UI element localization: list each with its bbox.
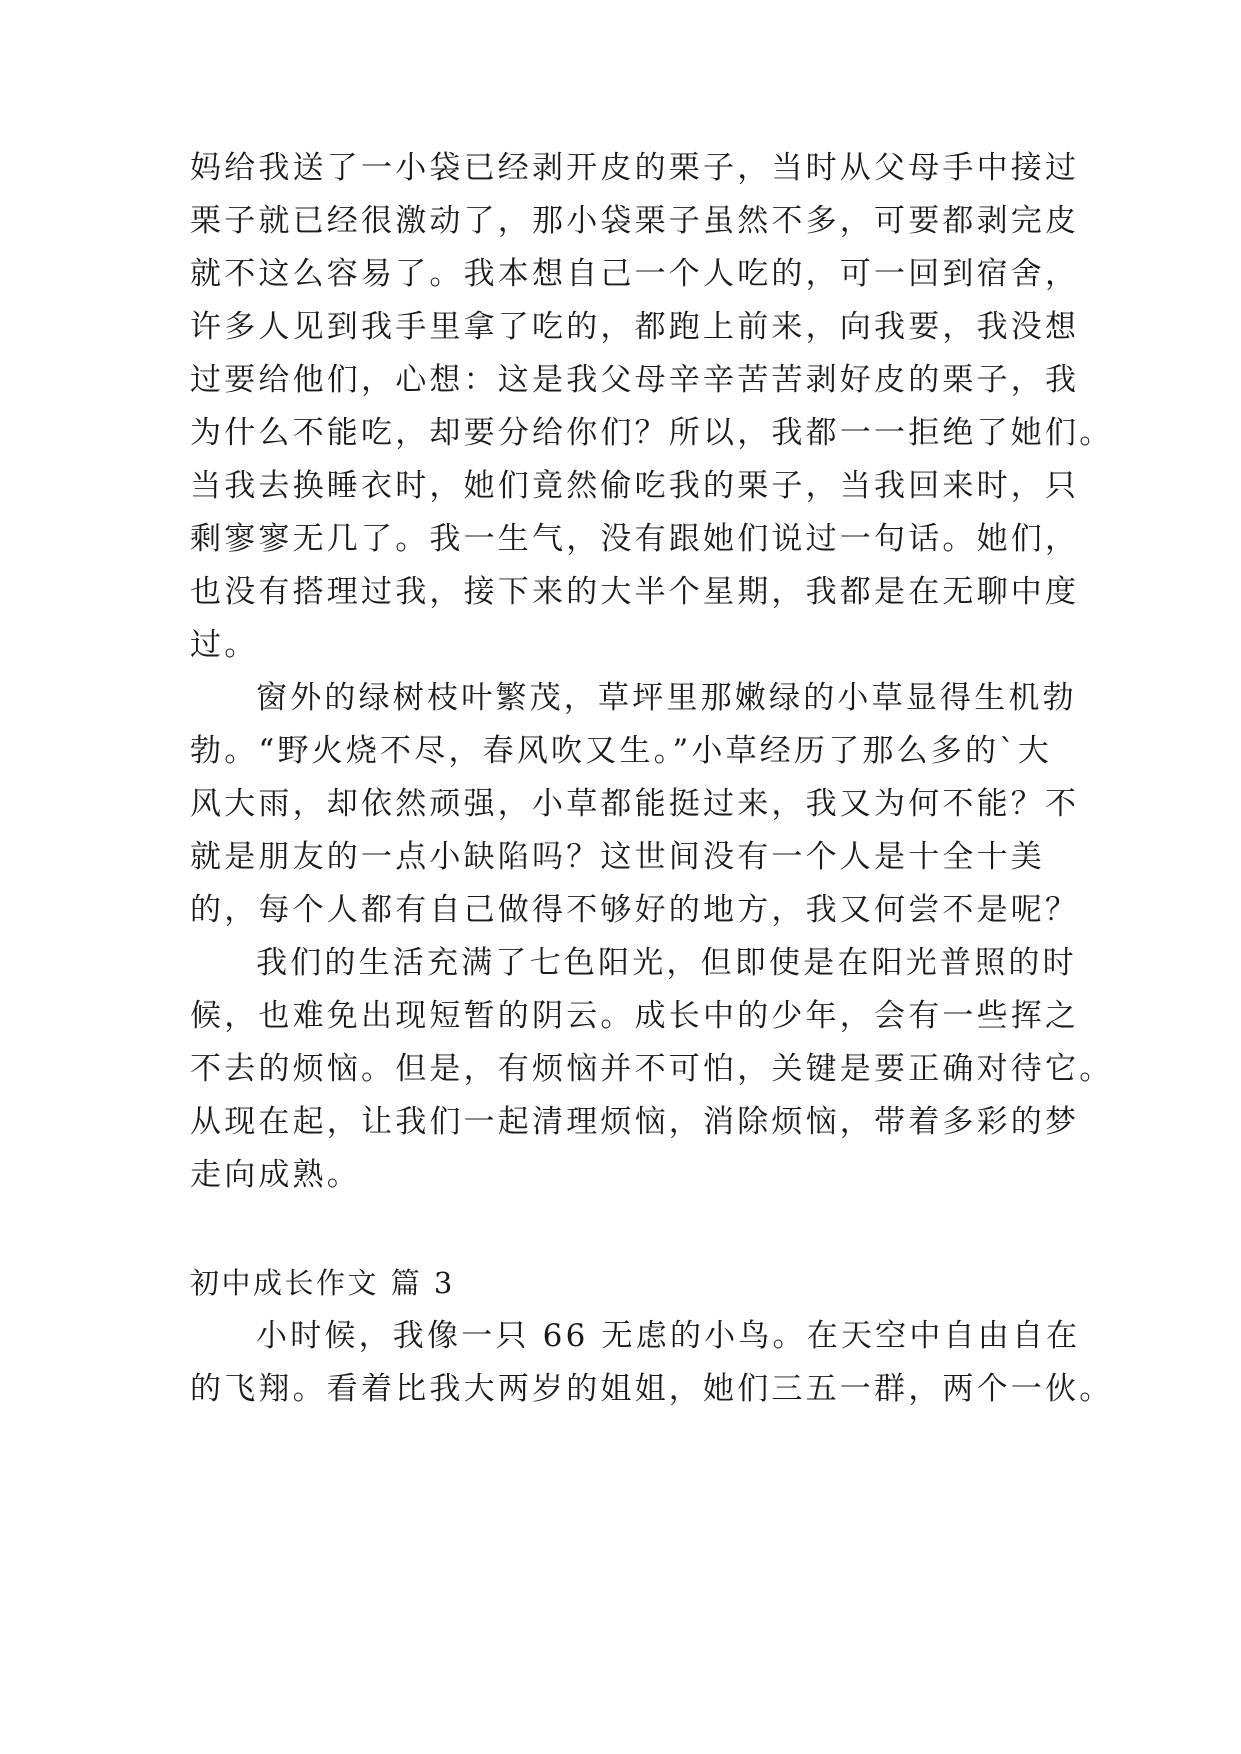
text-line: 走向成熟。 <box>190 1157 361 1193</box>
text-line: 就不这么容易了。我本想自己一个人吃的，可一回到宿舍， <box>190 256 1080 292</box>
text-line: 许多人见到我手里拿了吃的，都跑上前来，向我要，我没想 <box>190 309 1080 345</box>
section-heading: 初中成长作文 篇 3 <box>190 1266 455 1300</box>
text-line: 过要给他们，心想：这是我父母辛辛苦苦剥好皮的栗子，我 <box>190 362 1080 398</box>
text-line: 从现在起，让我们一起清理烦恼，消除烦恼，带着多彩的梦 <box>190 1104 1080 1140</box>
text-line: 候，也难免出现短暂的阴云。成长中的少年，会有一些挥之 <box>190 998 1080 1034</box>
text-line: 过。 <box>190 627 259 663</box>
paragraph-first-line: 窗外的绿树枝叶繁茂，草坪里那嫩绿的小草显得生机勃 <box>256 680 1077 716</box>
text-line: 妈给我送了一小袋已经剥开皮的栗子，当时从父母手中接过 <box>190 150 1080 186</box>
text-line: 栗子就已经很激动了，那小袋栗子虽然不多，可要都剥完皮 <box>190 203 1080 239</box>
paragraph-first-line: 小时候，我像一只 66 无虑的小鸟。在天空中自由自在 <box>256 1318 1081 1354</box>
text-line: 当我去换睡衣时，她们竟然偷吃我的栗子，当我回来时，只 <box>190 468 1080 504</box>
text-line: 就是朋友的一点小缺陷吗？这世间没有一个人是十全十美 <box>190 839 1045 875</box>
text-line: 的飞翔。看着比我大两岁的姐姐，她们三五一群，两个一伙。 <box>190 1371 1114 1407</box>
text-line: 不去的烦恼。但是，有烦恼并不可怕，关键是要正确对待它。 <box>190 1051 1114 1087</box>
text-line: 也没有搭理过我，接下来的大半个星期，我都是在无聊中度 <box>190 574 1080 610</box>
text-line: 为什么不能吃，却要分给你们？所以，我都一一拒绝了她们。 <box>190 415 1114 451</box>
text-line: 的，每个人都有自己做得不够好的地方，我又何尝不是呢？ <box>190 892 1080 928</box>
paragraph-first-line: 我们的生活充满了七色阳光，但即使是在阳光普照的时 <box>256 945 1077 981</box>
text-line: 勃。“野火烧不尽，春风吹又生。”小草经历了那么多的`大 <box>190 733 1053 769</box>
text-line: 风大雨，却依然顽强，小草都能挺过来，我又为何不能？不 <box>190 786 1080 822</box>
text-line: 剩寥寥无几了。我一生气，没有跟她们说过一句话。她们， <box>190 521 1080 557</box>
